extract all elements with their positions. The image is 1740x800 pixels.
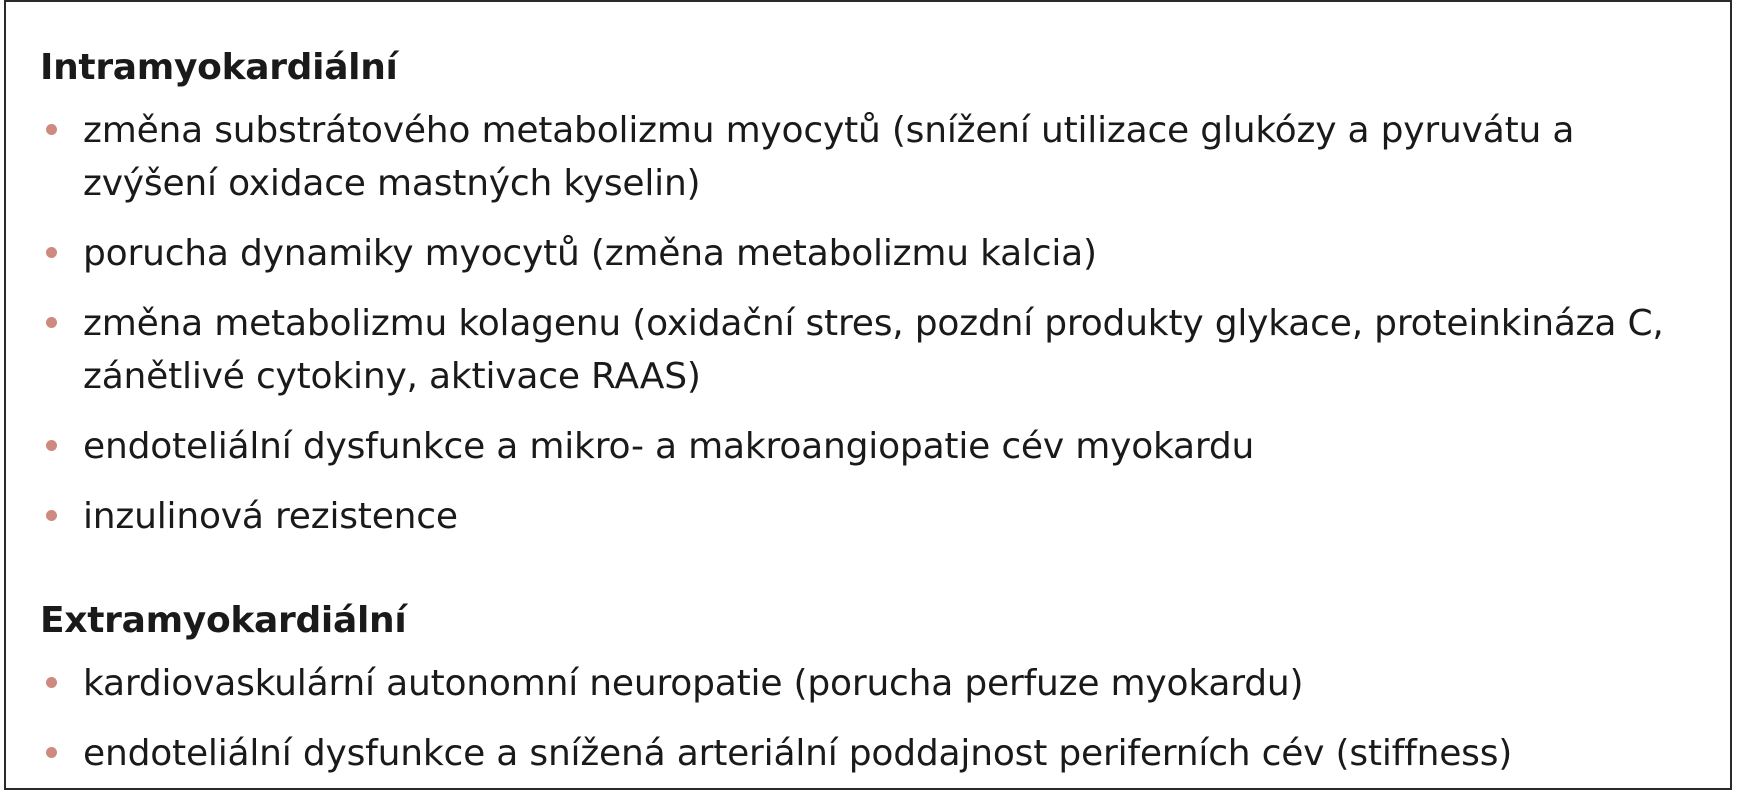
list-item — [40, 297, 1710, 403]
list-item — [40, 104, 1710, 210]
list-item — [40, 727, 1710, 780]
intramyokardialni-list — [40, 104, 1710, 543]
bullet-icon — [46, 317, 57, 328]
list-item — [40, 490, 1710, 543]
bullet-icon — [46, 440, 57, 451]
bullet-icon — [46, 747, 57, 758]
section-heading-extramyokardialni: Extramyokardiální — [40, 600, 407, 641]
list-item — [40, 420, 1710, 473]
list-item-text: kardiovaskulární autonomní neuropatie (porucha perfuze myokardu) — [83, 663, 1304, 704]
list-item-text: změna substrátového metabolizmu myocytů (snížení utilizace glukózy a pyruvátu a zvýšení oxidace mastných kyselin) — [83, 110, 1575, 204]
bullet-icon — [46, 677, 57, 688]
bullet-icon — [46, 510, 57, 521]
list-item-text: změna metabolizmu kolagenu (oxidační stres, pozdní produkty glykace, proteinkináza C, zánětlivé cytokiny, aktivace RAAS) — [83, 303, 1664, 397]
list-item-text: inzulinová rezistence — [83, 496, 458, 537]
list-item — [40, 657, 1710, 710]
list-item-text: endoteliální dysfunkce a snížená arteriální poddajnost periferních cév (stiffness) — [83, 733, 1513, 774]
list-item — [40, 227, 1710, 280]
section-heading-intramyokardialni: Intramyokardiální — [40, 47, 398, 88]
list-item-text: porucha dynamiky myocytů (změna metabolizmu kalcia) — [83, 233, 1097, 274]
extramyokardialni-list — [40, 657, 1710, 780]
bullet-icon — [46, 124, 57, 135]
bullet-icon — [46, 247, 57, 258]
list-item-text: endoteliální dysfunkce a mikro- a makroangiopatie cév myokardu — [83, 426, 1255, 467]
content-box — [4, 0, 1732, 790]
